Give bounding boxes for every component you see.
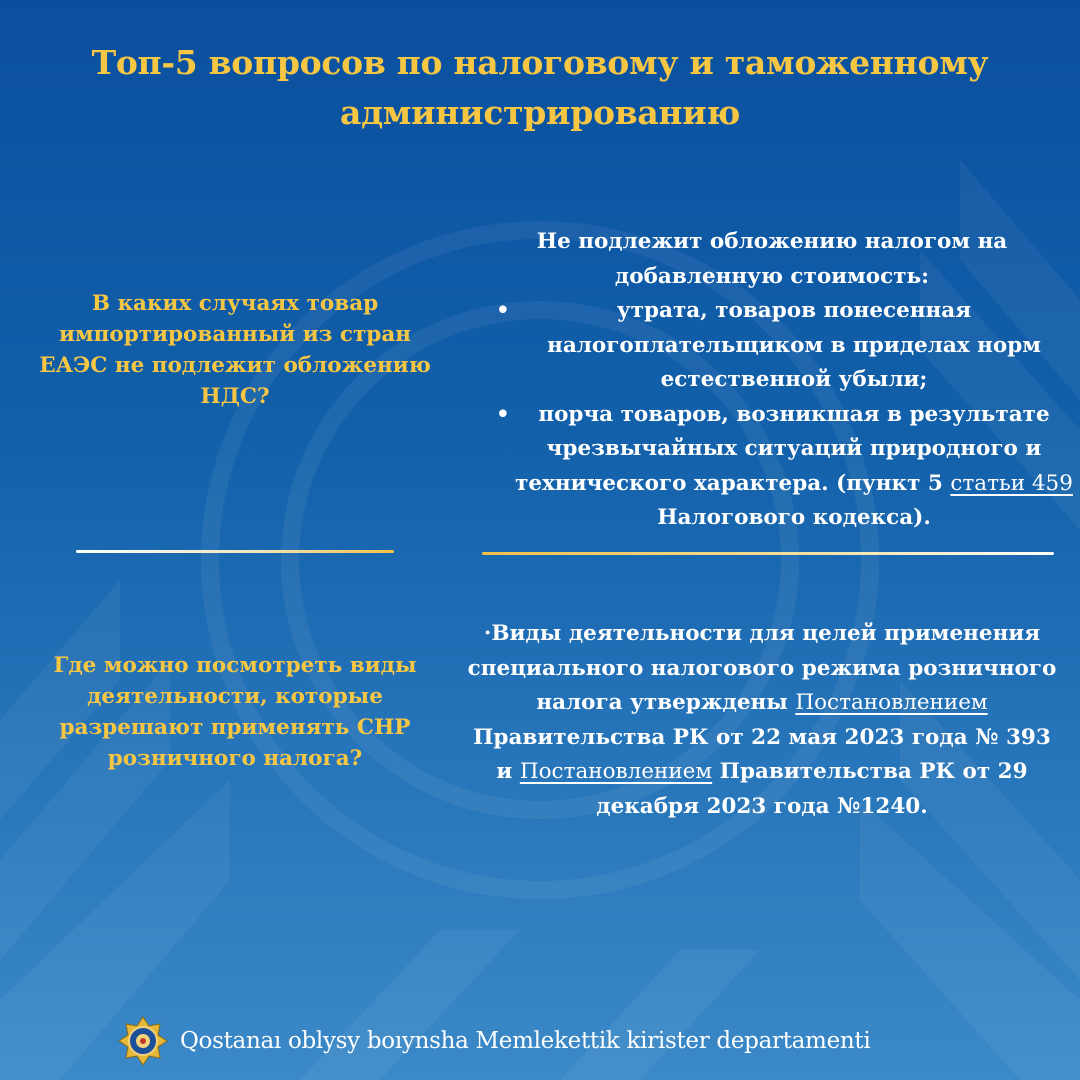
- question-2: Где можно посмотреть виды деятельности, которые разрешают применять СНР розничного налога?: [53, 653, 417, 771]
- answer-1-bullet-2: порча товаров, возникшая в результате чрезвычайных ситуаций природного и технического характера. (пункт 5: [515, 401, 1050, 496]
- answer-1-lead: Не подлежит обложению налогом на добавленную стоимость:: [536, 229, 1008, 289]
- answer-2-part-3: Правительства РК от 29 декабря 2023 года №1240.: [596, 759, 1028, 819]
- answer-1: [470, 225, 1074, 536]
- state-revenue-emblem-icon: [118, 1016, 168, 1066]
- resolution-link-2[interactable]: Постановлением: [519, 759, 713, 784]
- answer-2-part-1: ·Виды деятельности для целей применения специального налогового режима розничного налога утверждены: [467, 621, 1057, 715]
- question-1: В каких случаях товар импортированный из стран ЕАЭС не подлежит обложению НДС?: [39, 291, 431, 409]
- organization-name: Qostanaı oblysy boıynsha Memlekettik kirister departamenti: [180, 1028, 871, 1054]
- answer-1-bullet-list: [470, 294, 1074, 536]
- bullet-icon: •: [496, 298, 510, 323]
- bullet-icon: •: [496, 401, 510, 427]
- list-item: [470, 294, 1074, 398]
- answer-2: [462, 617, 1062, 824]
- page-title: Топ-5 вопросов по налоговому и таможенному администрированию: [91, 43, 989, 132]
- resolution-link-1[interactable]: Постановлением: [795, 690, 988, 715]
- list-item: [470, 398, 1074, 536]
- answer-1-tail: Налогового кодекса).: [657, 505, 931, 530]
- answer-1-bullet-1: утрата, товаров понесенная налогоплательщиком в приделах норм естественной убыли;: [547, 298, 1041, 392]
- tax-code-article-link[interactable]: статьи 459: [950, 470, 1073, 496]
- footer: [118, 1018, 1018, 1064]
- answer-2-part-2: Правительства РК от 22 мая 2023 года № 393 и: [473, 724, 1051, 784]
- divider-right: [482, 552, 1054, 555]
- divider-left: [76, 550, 394, 553]
